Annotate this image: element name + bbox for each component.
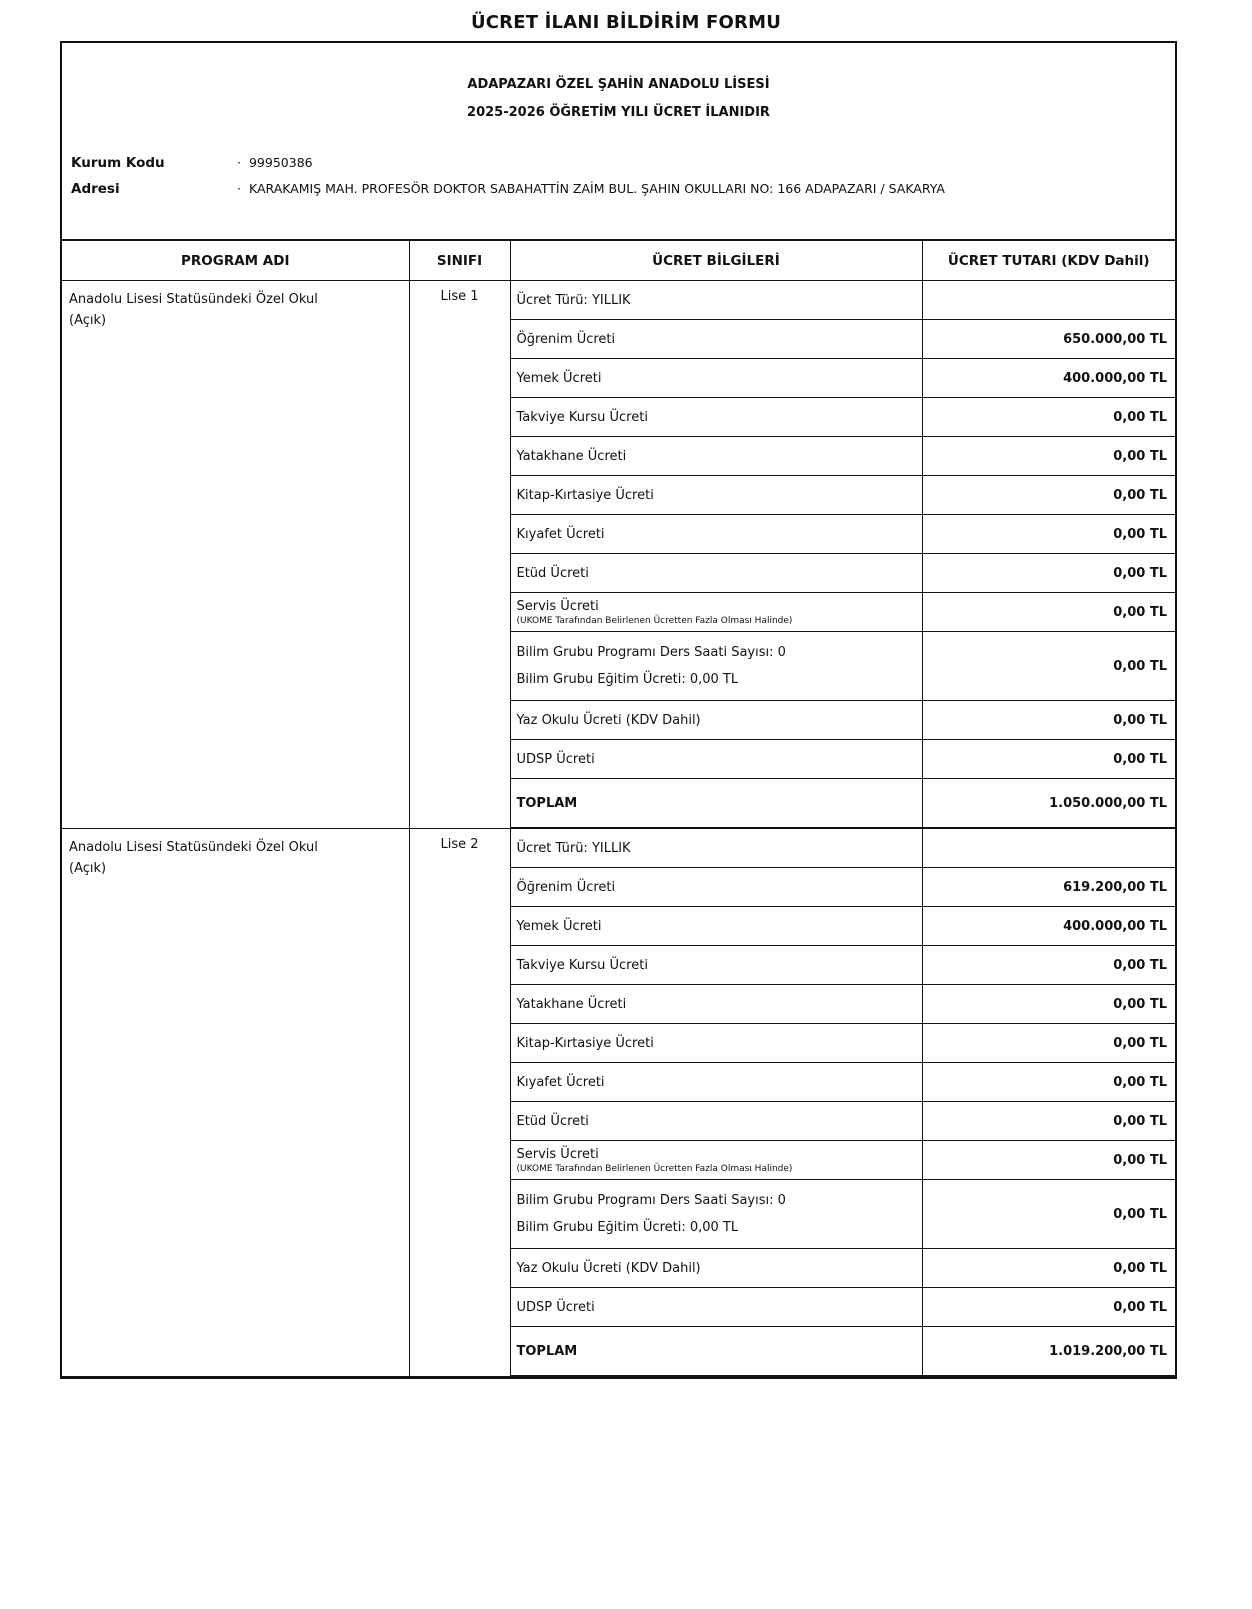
fee-amount: 0,00 TL [922, 701, 1175, 740]
fee-label: Ücret Türü: YILLIK [516, 840, 631, 856]
fee-label-secondary: Bilim Grubu Eğitim Ücreti: 0,00 TL [516, 672, 739, 687]
fee-label-cell [510, 1024, 922, 1063]
fee-label-cell [510, 398, 922, 437]
fee-row [62, 828, 1175, 868]
fee-label-cell [510, 740, 922, 779]
header-class: SINIFI [409, 241, 510, 281]
fee-amount: 0,00 TL [922, 1063, 1175, 1102]
program-name-cell [62, 281, 409, 829]
bullet-icon: · [237, 155, 241, 170]
document-title: ÜCRET İLANI BİLDİRİM FORMU [470, 12, 782, 33]
fee-amount: 0,00 TL [922, 398, 1175, 437]
fee-amount: 400.000,00 TL [922, 907, 1175, 946]
fee-label-cell [510, 1141, 922, 1180]
header-program-name: PROGRAM ADI [62, 241, 409, 281]
program-name: Anadolu Lisesi Statüsündeki Özel Okul [69, 839, 318, 855]
fee-table-header [62, 241, 1175, 281]
fee-label-cell [510, 359, 922, 398]
fee-label: Yemek Ücreti [516, 370, 602, 386]
fee-label: Bilim Grubu Programı Ders Saati Sayısı: 0 [516, 1193, 786, 1208]
fee-label-cell [510, 1063, 922, 1102]
fee-label: Yaz Okulu Ücreti (KDV Dahil) [516, 712, 701, 728]
fee-label: Servis Ücreti [516, 1146, 599, 1162]
fee-label-cell [510, 985, 922, 1024]
fee-label-cell [510, 281, 922, 320]
fee-label: TOPLAM [516, 795, 578, 811]
program-name: Anadolu Lisesi Statüsündeki Özel Okul [69, 292, 318, 307]
fee-label: Kitap-Kırtasiye Ücreti [516, 487, 654, 503]
institution-code-row [71, 155, 313, 171]
fee-label-cell [510, 1288, 922, 1327]
header-fee-info: ÜCRET BİLGİLERİ [510, 241, 922, 281]
fee-amount: 1.050.000,00 TL [922, 779, 1175, 829]
fee-amount: 0,00 TL [922, 985, 1175, 1024]
fee-label: Yaz Okulu Ücreti (KDV Dahil) [516, 1260, 701, 1276]
fee-amount: 1.019.200,00 TL [922, 1327, 1175, 1377]
fee-label: Takviye Kursu Ücreti [516, 409, 648, 425]
fee-amount: 0,00 TL [922, 740, 1175, 779]
fee-label-cell [510, 632, 922, 701]
fee-label-cell [510, 828, 922, 868]
fee-amount: 0,00 TL [922, 476, 1175, 515]
fee-label: Yatakhane Ücreti [516, 996, 627, 1012]
class-cell: Lise 2 [409, 828, 510, 1376]
fee-amount: 0,00 TL [922, 1024, 1175, 1063]
fee-label: Ücret Türü: YILLIK [516, 292, 631, 308]
fee-label: Yemek Ücreti [516, 918, 602, 934]
fee-amount: 0,00 TL [922, 1141, 1175, 1180]
fee-amount [922, 828, 1175, 868]
fee-label-cell [510, 946, 922, 985]
fee-label: TOPLAM [516, 1343, 578, 1359]
fee-row [62, 281, 1175, 320]
program-status: (Açık) [69, 313, 107, 328]
fee-label: Takviye Kursu Ücreti [516, 957, 648, 973]
class-cell: Lise 1 [409, 281, 510, 829]
fee-label: Kıyafet Ücreti [516, 526, 605, 542]
academic-year-title: 2025-2026 ÖĞRETİM YILI ÜCRET İLANIDIR [467, 105, 770, 120]
fee-label: UDSP Ücreti [516, 751, 595, 767]
school-name: ADAPAZARI ÖZEL ŞAHİN ANADOLU LİSESİ [467, 77, 770, 92]
fee-amount: 0,00 TL [922, 632, 1175, 701]
fee-label: Öğrenim Ücreti [516, 331, 616, 347]
fee-amount: 0,00 TL [922, 515, 1175, 554]
bullet-icon: · [237, 181, 241, 196]
fee-label-cell [510, 1327, 922, 1377]
fee-label-cell [510, 554, 922, 593]
address-row [71, 181, 945, 197]
fee-label-secondary: Bilim Grubu Eğitim Ücreti: 0,00 TL [516, 1220, 739, 1235]
fee-amount: 0,00 TL [922, 554, 1175, 593]
fee-label-cell [510, 593, 922, 632]
program-name-cell [62, 828, 409, 1376]
fee-label-cell [510, 868, 922, 907]
school-header [62, 43, 1175, 241]
program-status: (Açık) [69, 860, 107, 876]
fee-label-cell [510, 320, 922, 359]
fee-label-cell [510, 1180, 922, 1249]
fee-amount: 0,00 TL [922, 1180, 1175, 1249]
fee-amount: 0,00 TL [922, 437, 1175, 476]
fee-form [60, 41, 1177, 1379]
fee-label-cell [510, 779, 922, 829]
fee-label-cell [510, 476, 922, 515]
fee-amount: 0,00 TL [922, 593, 1175, 632]
fee-amount: 0,00 TL [922, 1288, 1175, 1327]
fee-amount: 400.000,00 TL [922, 359, 1175, 398]
fee-note: (UKOME Tarafından Belirlenen Ücretten Fazla Olması Halinde) [516, 615, 793, 626]
fee-amount: 650.000,00 TL [922, 320, 1175, 359]
fee-label-cell [510, 515, 922, 554]
institution-code-label: Kurum Kodu [71, 155, 165, 171]
fee-label-cell [510, 907, 922, 946]
fee-label: Kıyafet Ücreti [516, 1074, 605, 1090]
fee-label: UDSP Ücreti [516, 1299, 595, 1315]
fee-label: Kitap-Kırtasiye Ücreti [516, 1035, 654, 1051]
fee-label: Etüd Ücreti [516, 1113, 589, 1129]
institution-code-value: 99950386 [248, 155, 313, 170]
fee-label: Servis Ücreti [516, 598, 599, 614]
address-label: Adresi [71, 181, 120, 197]
fee-label-cell [510, 437, 922, 476]
fee-amount [922, 281, 1175, 320]
fee-amount: 0,00 TL [922, 1102, 1175, 1141]
fee-note: (UKOME Tarafından Belirlenen Ücretten Fazla Olması Halinde) [516, 1163, 793, 1174]
fee-label: Yatakhane Ücreti [516, 448, 627, 464]
fee-table [62, 241, 1175, 1377]
fee-label-cell [510, 1102, 922, 1141]
fee-amount: 0,00 TL [922, 1249, 1175, 1288]
fee-label-cell [510, 701, 922, 740]
fee-amount: 619.200,00 TL [922, 868, 1175, 907]
fee-label-cell [510, 1249, 922, 1288]
fee-label: Etüd Ücreti [516, 565, 589, 581]
fee-amount: 0,00 TL [922, 946, 1175, 985]
header-fee-amount: ÜCRET TUTARI (KDV Dahil) [922, 241, 1175, 281]
fee-label: Bilim Grubu Programı Ders Saati Sayısı: 0 [516, 645, 786, 660]
fee-label: Öğrenim Ücreti [516, 879, 616, 895]
address-value: KARAKAMIŞ MAH. PROFESÖR DOKTOR SABAHATTİN ZAİM BUL. ŞAHIN OKULLARI NO: 166 ADAPAZARI / SAKARYA [248, 181, 945, 196]
